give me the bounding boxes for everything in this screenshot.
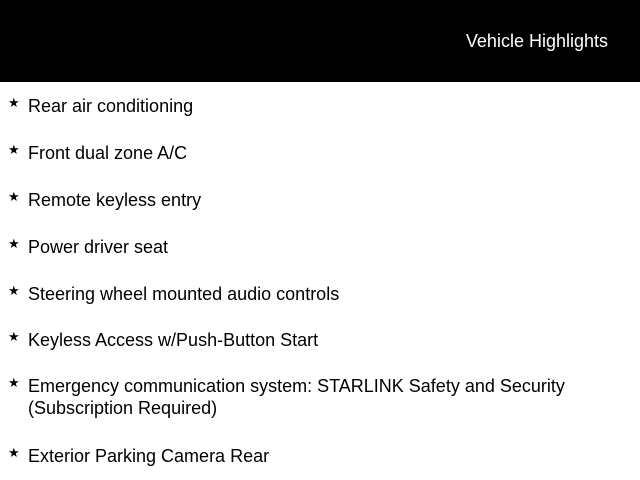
page-title: Vehicle Highlights <box>465 31 608 51</box>
list-item-label: Rear air conditioning <box>28 96 194 116</box>
star-icon: ★ <box>8 95 20 110</box>
star-icon: ★ <box>8 142 20 157</box>
star-icon: ★ <box>8 189 20 204</box>
list-item-label: Exterior Parking Camera Rear <box>28 446 270 466</box>
star-icon: ★ <box>8 283 20 298</box>
list-item-label: Remote keyless entry <box>28 190 202 210</box>
list-item-label: Power driver seat <box>28 237 169 257</box>
star-icon: ★ <box>8 375 20 390</box>
star-icon: ★ <box>8 236 20 251</box>
star-icon: ★ <box>8 329 20 344</box>
list-item-label: Keyless Access w/Push-Button Start <box>28 330 319 350</box>
list-item-label: Front dual zone A/C <box>28 143 188 163</box>
list-item-label: Steering wheel mounted audio controls <box>28 284 340 304</box>
star-icon: ★ <box>8 445 20 460</box>
list-item-label: Emergency communication system: STARLINK Safety and Security (Subscription Required) <box>28 376 565 418</box>
